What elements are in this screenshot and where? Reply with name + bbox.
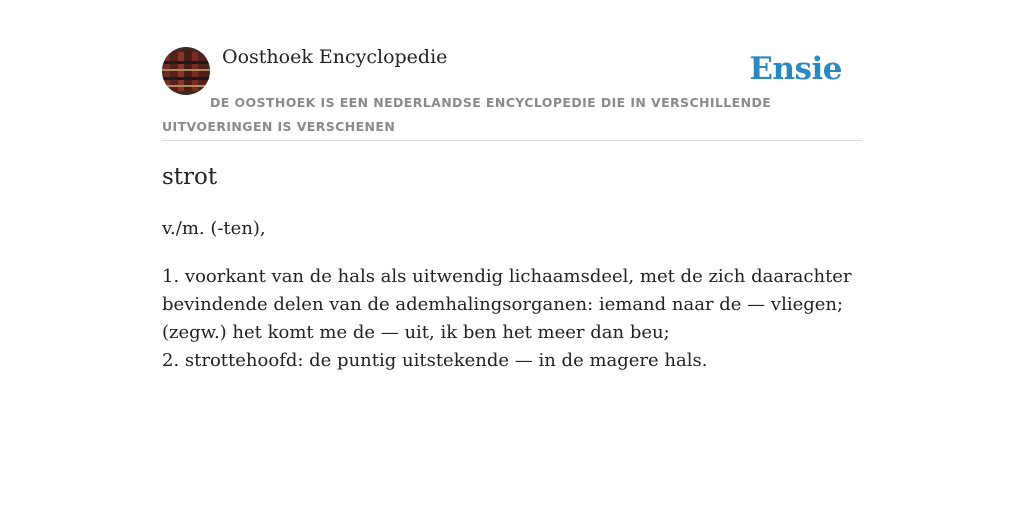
page [162,0,862,371]
avatar[interactable] [162,47,210,95]
header [162,0,862,141]
entry-headword: strot [162,164,218,190]
definition-sense: 2. strottehoofd: de puntig uitstekende — in de magere hals. [162,350,708,371]
definition-sense: 1. voorkant van de hals als uitwendig lichaamsdeel, met de zich daarachter bevindende delen van de ademhalingsorganen: iemand naar de — vliegen; (zegw.) het komt me de — uit, ik ben het meer dan beu; [162,266,852,343]
book-spines-icon [162,47,210,95]
site-subtitle: DE OOSTHOEK IS EEN NEDERLANDSE ENCYCLOPEDIE DIE IN VERSCHILLENDE UITVOERINGEN IS VERSCHENEN [162,95,772,134]
brand-logo-link[interactable]: Ensie [749,51,842,87]
site-title-link[interactable]: Oosthoek Encyclopedie [222,46,448,68]
entry-definition [162,263,862,375]
entry-grammar: v./m. (-ten), [162,218,266,239]
